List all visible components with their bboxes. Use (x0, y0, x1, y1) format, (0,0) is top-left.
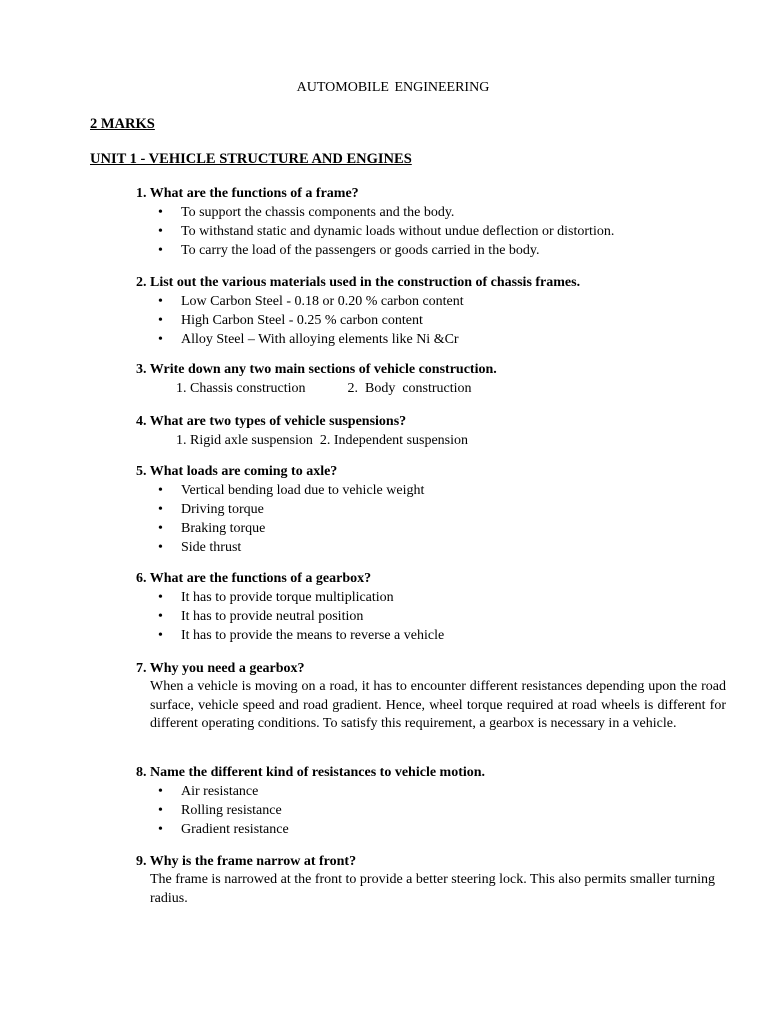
question-title: 9. Why is the frame narrow at front? (136, 854, 357, 869)
list-item-text: Low Carbon Steel - 0.18 or 0.20 % carbon content (181, 294, 464, 309)
list-item-text: Side thrust (181, 540, 242, 555)
question-7 (136, 659, 726, 734)
bullet-icon: • (158, 822, 163, 837)
question-3 (136, 360, 726, 398)
question-4 (136, 412, 726, 450)
bullet-icon: • (158, 590, 163, 605)
list-item-text: It has to provide the means to reverse a vehicle (181, 628, 445, 643)
answer-paragraph: The frame is narrowed at the front to provide a better steering lock. This also permits smaller turning radius. (150, 872, 716, 906)
list-item (136, 241, 726, 260)
answer-list (136, 782, 726, 839)
question-title: 8. Name the different kind of resistances to vehicle motion. (136, 765, 486, 780)
question-title: 6. What are the functions of a gearbox? (136, 571, 372, 586)
list-item (136, 500, 726, 519)
list-item (136, 588, 726, 607)
bullet-icon: • (158, 205, 163, 220)
list-item (136, 222, 726, 241)
bullet-icon: • (158, 224, 163, 239)
bullet-icon: • (158, 628, 163, 643)
question-title: 5. What loads are coming to axle? (136, 464, 338, 479)
bullet-icon: • (158, 803, 163, 818)
bullet-icon: • (158, 313, 163, 328)
unit-heading: UNIT 1 - VEHICLE STRUCTURE AND ENGINES (90, 151, 412, 167)
list-item (136, 481, 726, 500)
answer-line: 1. Rigid axle suspension 2. Independent suspension (176, 433, 469, 448)
answer-list (136, 481, 726, 557)
list-item-text: Driving torque (181, 502, 264, 517)
list-item (136, 801, 726, 820)
list-item-text: Air resistance (181, 784, 259, 799)
list-item (136, 330, 726, 349)
bullet-icon: • (158, 609, 163, 624)
bullet-icon: • (158, 332, 163, 347)
list-item (136, 782, 726, 801)
list-item-text: It has to provide neutral position (181, 609, 364, 624)
list-item-text: High Carbon Steel - 0.25 % carbon content (181, 313, 423, 328)
answer-list (136, 588, 726, 645)
list-item (136, 311, 726, 330)
question-5 (136, 462, 726, 557)
question-8 (136, 763, 726, 839)
list-item (136, 820, 726, 839)
marks-heading: 2 MARKS (90, 116, 155, 132)
answer-list (136, 203, 726, 260)
question-9 (136, 852, 726, 908)
question-title: 3. Write down any two main sections of vehicle construction. (136, 362, 497, 377)
list-item-text: Vertical bending load due to vehicle weight (181, 483, 425, 498)
question-title: 4. What are two types of vehicle suspensions? (136, 414, 407, 429)
list-item (136, 607, 726, 626)
list-item-text: To support the chassis components and the body. (181, 205, 455, 220)
question-title: 1. What are the functions of a frame? (136, 186, 359, 201)
answer-line: 1. Chassis construction 2. Body construction (176, 381, 472, 396)
list-item (136, 626, 726, 645)
list-item-text: To withstand static and dynamic loads without undue deflection or distortion. (181, 224, 615, 239)
bullet-icon: • (158, 502, 163, 517)
list-item-text: To carry the load of the passengers or goods carried in the body. (181, 243, 540, 258)
bullet-icon: • (158, 483, 163, 498)
list-item (136, 203, 726, 222)
list-item-text: Gradient resistance (181, 822, 289, 837)
bullet-icon: • (158, 540, 163, 555)
bullet-icon: • (158, 294, 163, 309)
question-2 (136, 273, 726, 349)
answer-paragraph: When a vehicle is moving on a road, it has to encounter different resistances depending upon the road surface, vehicle speed and road gradient. Hence, wheel torque required at road wheels is different for different operating conditions. To satisfy this requirement, a gearbox is necessary in a vehicle. (150, 679, 726, 731)
bullet-icon: • (158, 243, 163, 258)
list-item (136, 538, 726, 557)
question-1 (136, 184, 726, 260)
list-item-text: Alloy Steel – With alloying elements like Ni &Cr (181, 332, 459, 347)
list-item-text: It has to provide torque multiplication (181, 590, 394, 605)
question-title: 2. List out the various materials used in the construction of chassis frames. (136, 275, 581, 290)
bullet-icon: • (158, 784, 163, 799)
question-6 (136, 569, 726, 645)
list-item (136, 292, 726, 311)
document-title: AUTOMOBILE ENGINEERING (296, 80, 490, 95)
list-item-text: Braking torque (181, 521, 266, 536)
bullet-icon: • (158, 521, 163, 536)
list-item-text: Rolling resistance (181, 803, 282, 818)
answer-list (136, 292, 726, 349)
question-title: 7. Why you need a gearbox? (136, 661, 305, 676)
list-item (136, 519, 726, 538)
